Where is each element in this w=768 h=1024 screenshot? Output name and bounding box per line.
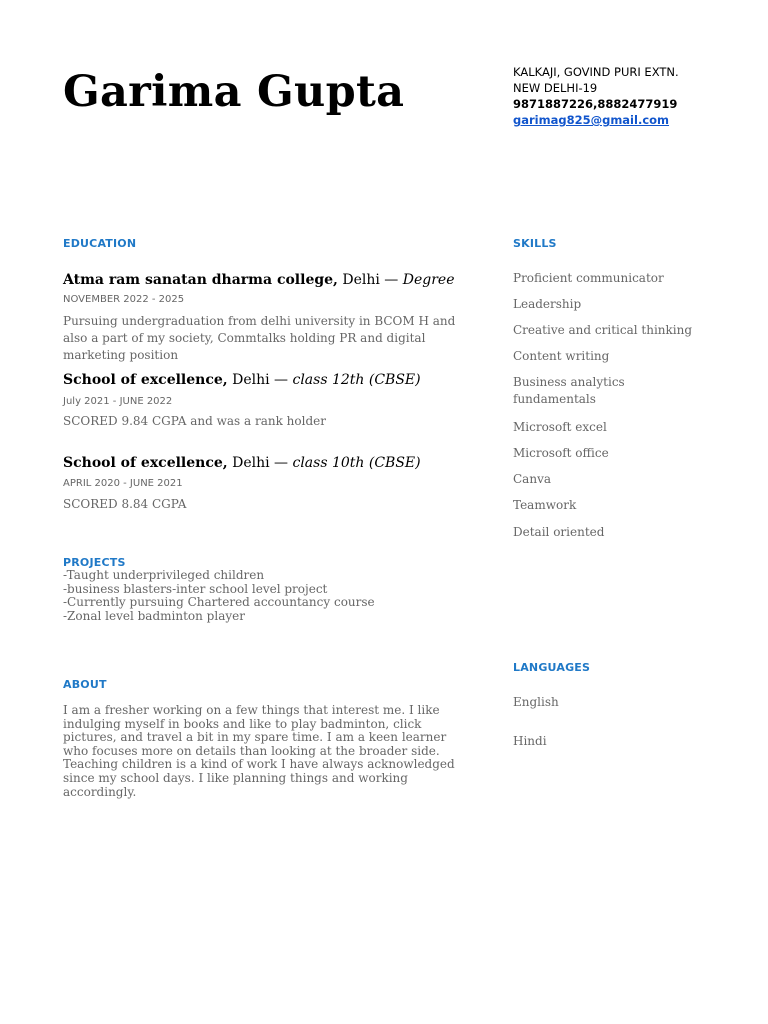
projects-heading: PROJECTS xyxy=(63,556,126,569)
education-entry xyxy=(63,270,483,364)
location: Delhi — xyxy=(227,455,293,471)
skill-item: Canva xyxy=(513,472,551,486)
project-item: -Currently pursuing Chartered accountancy course xyxy=(63,595,375,609)
languages-heading: LANGUAGES xyxy=(513,661,591,674)
skills-heading: SKILLS xyxy=(513,237,557,250)
about-heading: ABOUT xyxy=(63,678,107,691)
education-entry xyxy=(63,453,483,513)
education-description: SCORED 8.84 CGPA xyxy=(63,497,187,511)
skill-item: Creative and critical thinking xyxy=(513,323,693,337)
skill-item: Detail oriented xyxy=(513,525,605,539)
location: Delhi — xyxy=(337,272,403,288)
language-item: Hindi xyxy=(513,734,547,748)
education-entry xyxy=(63,370,483,430)
qualification: class 10th (CBSE) xyxy=(292,455,421,471)
skill-item: Proficient communicator xyxy=(513,271,664,285)
contact-block xyxy=(513,64,679,128)
project-item: -Taught underprivileged children xyxy=(63,568,265,582)
institution: Atma ram sanatan dharma college, xyxy=(63,272,338,288)
institution: School of excellence, xyxy=(63,455,228,471)
resume-name: Garima Gupta xyxy=(63,67,405,117)
email-link[interactable]: garimag825@gmail.com xyxy=(513,113,670,127)
education-dates: NOVEMBER 2022 - 2025 xyxy=(63,294,185,305)
skill-item: Microsoft office xyxy=(513,446,609,460)
skill-item: Teamwork xyxy=(513,498,577,512)
education-description: Pursuing undergraduation from delhi university in BCOM H and also a part of my society, Commtalks holding PR and digital marketing position xyxy=(63,314,456,362)
education-dates: July 2021 - JUNE 2022 xyxy=(63,396,173,407)
address-line-1: KALKAJI, GOVIND PURI EXTN. xyxy=(513,65,679,79)
project-item: -business blasters-inter school level project xyxy=(63,581,328,596)
skill-item: Business analytics fundamentals xyxy=(513,375,625,406)
qualification: class 12th (CBSE) xyxy=(292,372,421,388)
project-item: -Zonal level badminton player xyxy=(63,608,245,623)
language-item: English xyxy=(513,695,559,709)
education-dates: APRIL 2020 - JUNE 2021 xyxy=(63,478,183,489)
institution: School of excellence, xyxy=(63,372,228,388)
projects-list xyxy=(63,569,483,623)
education-title xyxy=(63,453,483,473)
address-line-2: NEW DELHI-19 xyxy=(513,81,598,95)
location: Delhi — xyxy=(227,372,293,388)
education-heading: EDUCATION xyxy=(63,237,137,250)
education-title xyxy=(63,270,483,290)
education-description: SCORED 9.84 CGPA and was a rank holder xyxy=(63,414,326,428)
about-text: I am a fresher working on a few things that interest me. I like indulging myself in books and like to play badminton, click pictures, and travel a bit in my spare time. I am a keen learner who focuses more on details than looking at the broader side. Teaching children is a kind of work I have always acknowledged since my school days. I like planning things and working accordingly. xyxy=(63,703,455,799)
phone-numbers: 9871887226,8882477919 xyxy=(513,97,678,111)
education-title xyxy=(63,370,483,390)
skill-item: Leadership xyxy=(513,297,582,311)
qualification: Degree xyxy=(402,272,455,288)
skill-item: Microsoft excel xyxy=(513,420,607,434)
skill-item: Content writing xyxy=(513,349,610,363)
